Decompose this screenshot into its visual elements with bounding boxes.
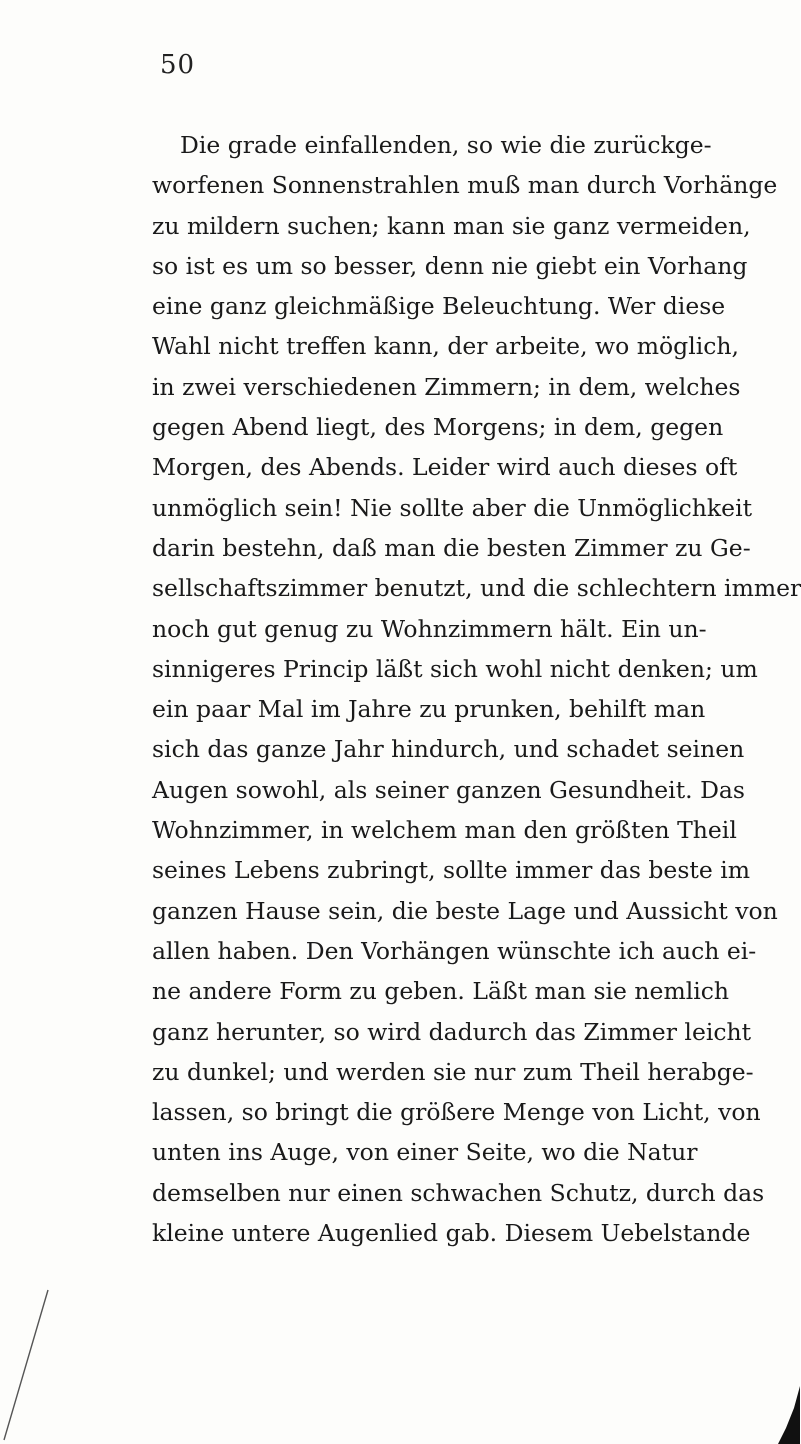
page-number: 50 [160, 50, 196, 80]
text-line: gegen Abend liegt, des Morgens; in dem, gegen [152, 413, 724, 442]
text-line: Augen sowohl, als seiner ganzen Gesundheit. Das [152, 775, 745, 804]
text-line: so ist es um so besser, denn nie giebt ein Vorhang [152, 251, 748, 280]
text-line: kleine untere Augenlied gab. Diesem Uebelstande [152, 1219, 751, 1248]
text-line: unmöglich sein! Nie sollte aber die Unmöglichkeit [152, 493, 753, 522]
text-line: sellschaftszimmer benutzt, und die schlechtern immer [152, 574, 801, 603]
margin-pencil-stroke [0, 1290, 60, 1444]
text-line: Die grade einfallenden, so wie die zurückge- [180, 131, 712, 159]
text-line: ganz herunter, so wird dadurch das Zimmer leicht [152, 1017, 752, 1046]
text-line: in zwei verschiedenen Zimmern; in dem, welches [152, 372, 741, 401]
text-line: eine ganz gleichmäßige Beleuchtung. Wer diese [152, 292, 726, 321]
text-line: unten ins Auge, von einer Seite, wo die Natur [152, 1138, 698, 1167]
corner-ink-mark [770, 1384, 800, 1444]
text-line: allen haben. Den Vorhängen wünschte ich auch ei- [152, 936, 757, 965]
text-line: Morgen, des Abends. Leider wird auch dieses oft [152, 453, 738, 482]
text-line: ein paar Mal im Jahre zu prunken, behilft man [152, 695, 706, 724]
text-line: zu mildern suchen; kann man sie ganz vermeiden, [152, 211, 751, 240]
text-line: Wohnzimmer, in welchem man den größten Theil [152, 816, 737, 845]
text-line: lassen, so bringt die größere Menge von Licht, von [152, 1098, 761, 1127]
text-line: sinnigeres Princip läßt sich wohl nicht denken; um [152, 654, 758, 683]
text-line: noch gut genug zu Wohnzimmern hält. Ein un- [152, 614, 707, 643]
text-line: seines Lebens zubringt, sollte immer das beste im [152, 856, 751, 885]
text-line: ganzen Hause sein, die beste Lage und Aussicht von [152, 896, 778, 925]
text-line: sich das ganze Jahr hindurch, und schadet seinen [152, 735, 745, 764]
text-line: demselben nur einen schwachen Schutz, durch das [152, 1178, 765, 1207]
text-line: darin bestehn, daß man die besten Zimmer zu Ge- [152, 533, 751, 562]
text-line: Wahl nicht treffen kann, der arbeite, wo möglich, [152, 332, 740, 361]
text-line: zu dunkel; und werden sie nur zum Theil herabge- [152, 1057, 754, 1086]
text-line: ne andere Form zu geben. Läßt man sie nemlich [152, 977, 730, 1006]
body-text [152, 125, 801, 1253]
text-line: worfenen Sonnenstrahlen muß man durch Vorhänge [152, 171, 778, 200]
